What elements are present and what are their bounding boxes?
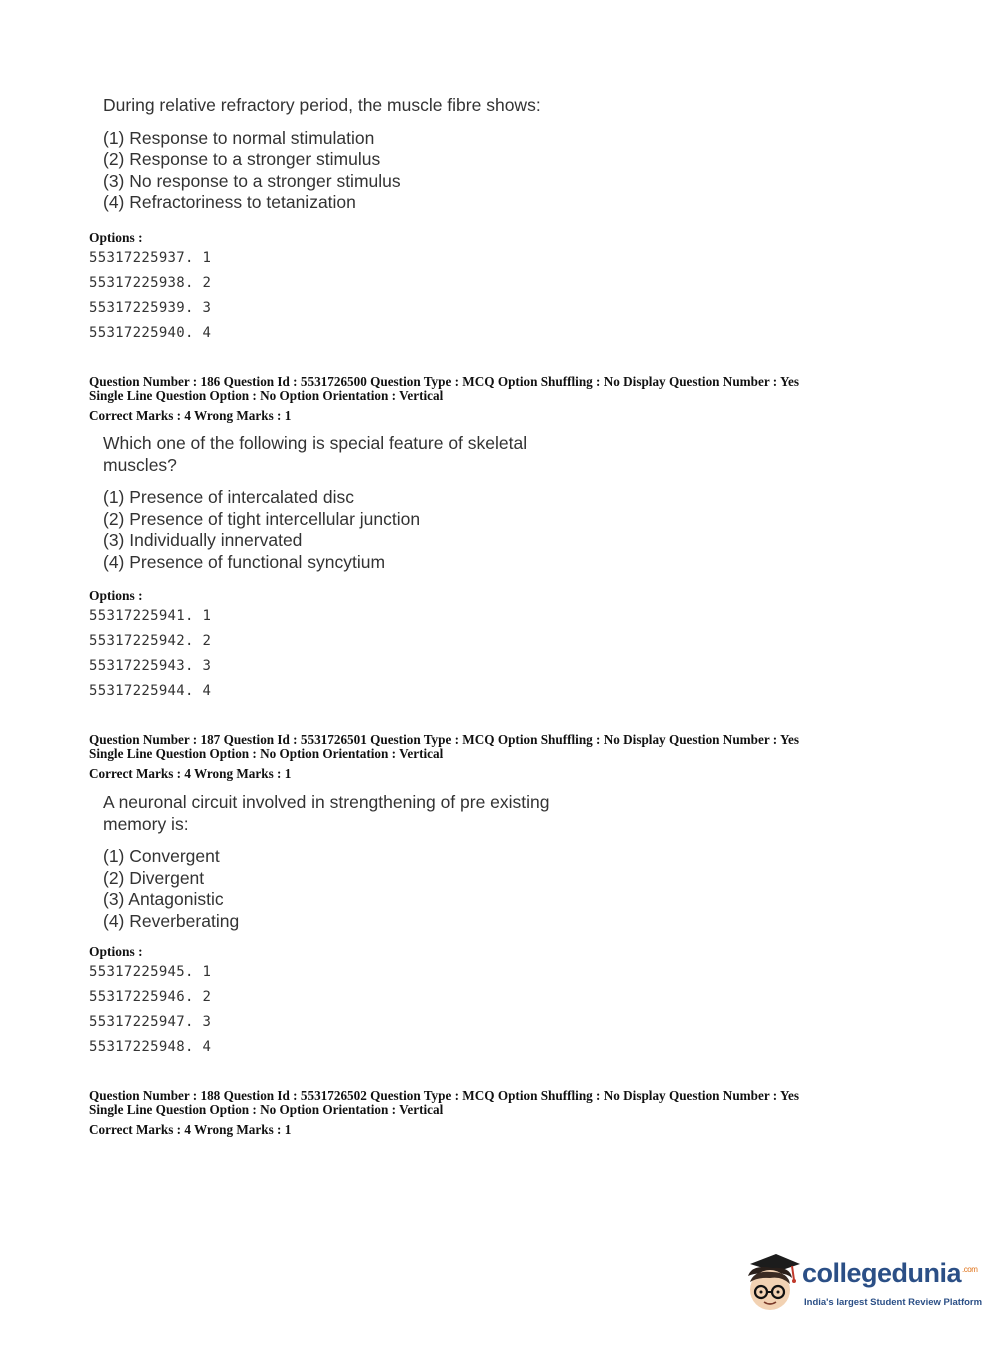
question-187-option-id-4: 55317225948. 4 <box>89 1039 212 1055</box>
question-186-option-2: (2) Presence of tight intercellular junction <box>103 508 421 529</box>
question-188-meta-line-1: Question Number : 188 Question Id : 5531726502 Question Type : MCQ Option Shuffling : No Display Question Number : Yes <box>89 1088 799 1103</box>
question-186-meta-line-2: Single Line Question Option : No Option Orientation : Vertical <box>89 388 444 403</box>
question-186-option-id-2: 55317225942. 2 <box>89 633 212 649</box>
question-187-option-id-2: 55317225946. 2 <box>89 989 212 1005</box>
question-187-option-id-3: 55317225947. 3 <box>89 1014 212 1030</box>
question-186-option-id-3: 55317225943. 3 <box>89 658 212 674</box>
question-186-meta-line-1: Question Number : 186 Question Id : 5531726500 Question Type : MCQ Option Shuffling : No Display Question Number : Yes <box>89 374 799 389</box>
logo-brand-text: collegedunia$^{.com}$ <box>802 1258 978 1288</box>
question-185-option-1: (1) Response to normal stimulation <box>103 127 375 148</box>
question-186-options-label: Options : <box>89 588 143 603</box>
question-187-meta-line-2: Single Line Question Option : No Option Orientation : Vertical <box>89 746 444 761</box>
question-185-option-id-1: 55317225937. 1 <box>89 250 212 266</box>
question-187-option-4: (4) Reverberating <box>103 910 240 931</box>
question-186-option-3: (3) Individually innervated <box>103 530 303 550</box>
question-185-stem: During relative refractory period, the muscle fibre shows: <box>103 95 541 115</box>
question-185-option-id-3: 55317225939. 3 <box>89 300 212 316</box>
question-187-marks: Correct Marks : 4 Wrong Marks : 1 <box>89 766 292 781</box>
question-185-option-2: (2) Response to a stronger stimulus <box>103 149 381 169</box>
question-186-option-id-1: 55317225941. 1 <box>89 608 212 624</box>
question-187-stem-line-2: memory is: <box>103 813 189 834</box>
question-187-option-1: (1) Convergent <box>103 846 220 866</box>
question-186-option-1: (1) Presence of intercalated disc <box>103 487 354 507</box>
question-187-options-label: Options : <box>89 944 143 959</box>
question-185-option-3: (3) No response to a stronger stimulus <box>103 170 401 191</box>
question-186-image <box>103 433 527 573</box>
question-185-option-id-2: 55317225938. 2 <box>89 275 212 291</box>
question-185-options-label: Options : <box>89 230 143 245</box>
question-187-option-id-1: 55317225945. 1 <box>89 964 212 980</box>
question-185-image <box>103 95 541 214</box>
question-187-meta-line-1: Question Number : 187 Question Id : 5531726501 Question Type : MCQ Option Shuffling : No Display Question Number : Yes <box>89 732 799 747</box>
logo-com-suffix: .com <box>962 1265 978 1274</box>
question-187-stem-line-1: A neuronal circuit involved in strengthening of pre existing <box>103 792 550 812</box>
question-186-stem-line-2: muscles? <box>103 454 177 475</box>
question-187-option-2: (2) Divergent <box>103 867 205 888</box>
mascot-icon <box>742 1250 802 1320</box>
question-187-option-3: (3) Antagonistic <box>103 889 224 909</box>
question-186-option-4: (4) Presence of functional syncytium <box>103 551 386 572</box>
collegedunia-logo <box>742 1250 983 1320</box>
question-186-marks: Correct Marks : 4 Wrong Marks : 1 <box>89 408 292 423</box>
question-187-image <box>103 792 550 932</box>
question-186-stem-line-1: Which one of the following is special feature of skeletal <box>103 433 528 453</box>
question-186-option-id-4: 55317225944. 4 <box>89 683 212 699</box>
logo-tagline: India's largest Student Review Platform <box>804 1297 983 1308</box>
question-188-marks: Correct Marks : 4 Wrong Marks : 1 <box>89 1122 292 1137</box>
question-185-option-4: (4) Refractoriness to tetanization <box>103 192 356 212</box>
question-185-option-id-4: 55317225940. 4 <box>89 325 212 341</box>
question-188-meta-line-2: Single Line Question Option : No Option Orientation : Vertical <box>89 1102 444 1117</box>
